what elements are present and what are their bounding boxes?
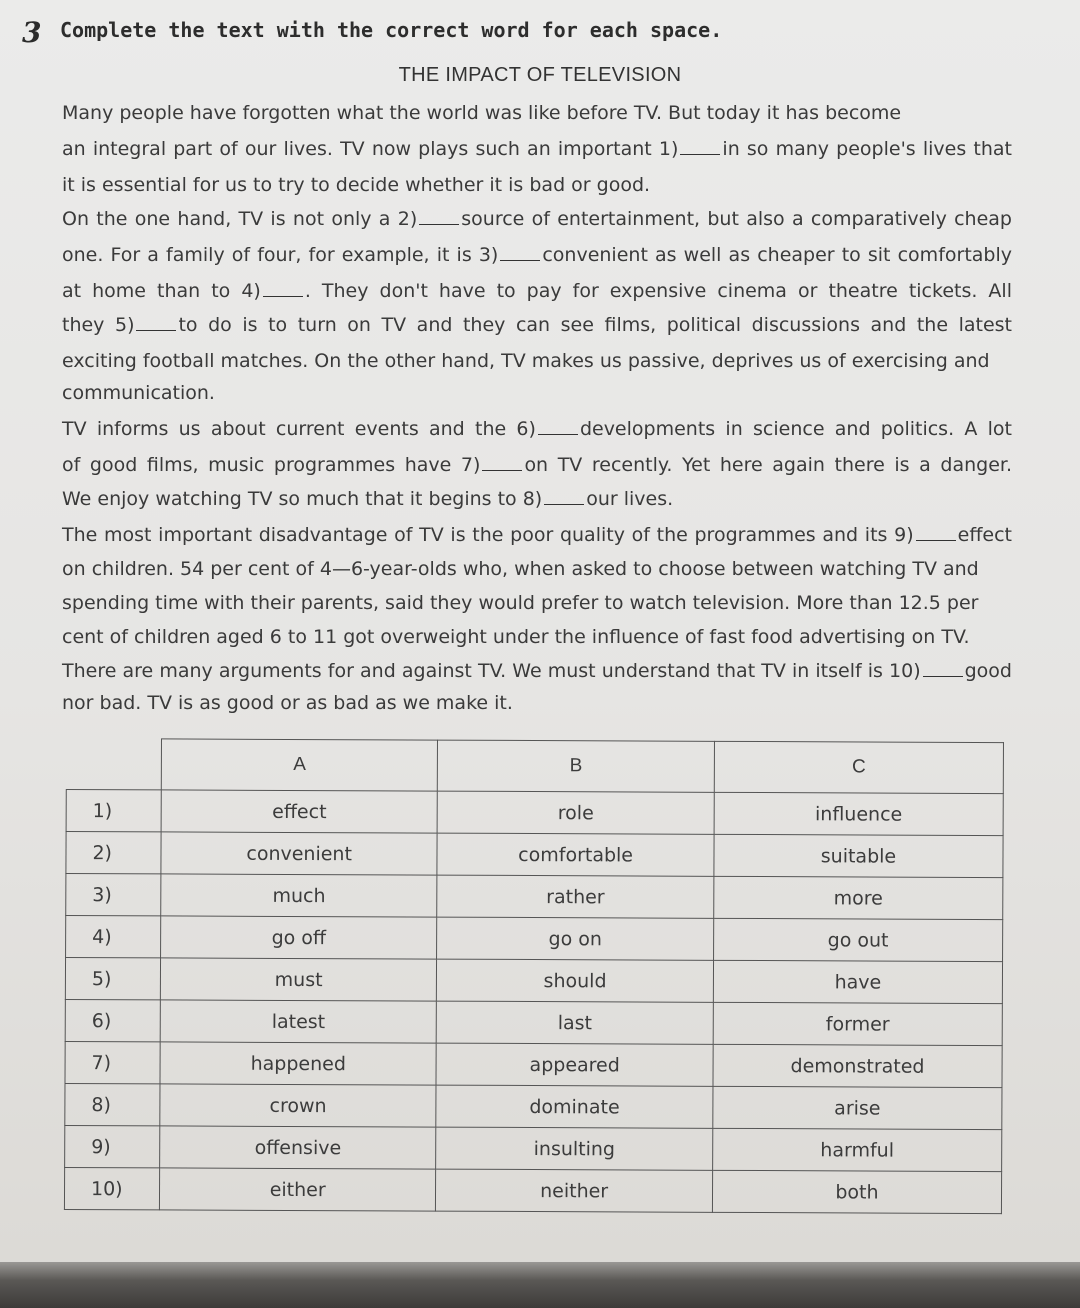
- column-header-a: A: [161, 739, 437, 791]
- option-a-cell: convenient: [161, 832, 437, 875]
- text-segment: We enjoy watching TV so much that it begins to 8): [62, 488, 543, 510]
- option-a-cell: happened: [160, 1042, 436, 1085]
- text-title: THE IMPACT OF TELEVISION: [398, 64, 682, 86]
- row-number-cell: 7): [65, 1041, 160, 1083]
- option-c-cell: both: [712, 1170, 1001, 1213]
- text-segment: convenient as well as cheaper to sit comfortably: [542, 244, 1012, 266]
- answer-options-table: [64, 738, 1004, 1214]
- answer-blank: [263, 282, 303, 297]
- option-b-cell: role: [437, 791, 714, 834]
- option-a-cell: effect: [161, 790, 437, 833]
- row-number-cell: 10): [64, 1167, 159, 1209]
- option-c-cell: demonstrated: [713, 1044, 1002, 1087]
- option-b-cell: neither: [436, 1169, 713, 1212]
- option-a-cell: must: [160, 958, 436, 1001]
- option-c-cell: arise: [713, 1086, 1002, 1129]
- row-number-cell: 4): [66, 916, 161, 958]
- column-header-b: B: [438, 740, 715, 792]
- answer-blank: [923, 662, 963, 677]
- row-number-cell: 1): [66, 790, 161, 832]
- option-b-cell: last: [436, 1001, 713, 1044]
- text-segment: at home than to 4): [62, 280, 261, 302]
- text-segment: On the one hand, TV is not only a 2): [62, 208, 418, 230]
- text-line: [62, 278, 1012, 304]
- table-row: [66, 874, 1003, 920]
- text-segment: they 5): [62, 314, 135, 336]
- text-line: [62, 348, 1012, 374]
- text-line: [62, 690, 1012, 716]
- text-line: [62, 556, 1012, 582]
- option-a-cell: much: [161, 874, 437, 917]
- table-body: [64, 790, 1003, 1214]
- text-line: [62, 452, 1012, 478]
- option-b-cell: insulting: [436, 1127, 713, 1170]
- task-number: 3: [22, 16, 42, 49]
- table-row: [65, 999, 1002, 1045]
- row-number-cell: 3): [66, 874, 161, 916]
- option-b-cell: appeared: [436, 1043, 713, 1086]
- page-bottom-edge: [0, 1262, 1080, 1308]
- text-segment: effect: [957, 524, 1012, 546]
- answer-blank: [136, 316, 176, 331]
- table-header-row: [66, 739, 1003, 794]
- option-c-cell: harmful: [713, 1128, 1002, 1171]
- option-b-cell: rather: [437, 875, 714, 918]
- answer-blank: [544, 490, 584, 505]
- option-c-cell: more: [714, 876, 1003, 919]
- text-segment: of good films, music programmes have 7): [62, 454, 481, 476]
- text-segment: our lives.: [586, 488, 674, 510]
- text-segment: an integral part of our lives. TV now plays such an important 1): [62, 138, 679, 160]
- text-segment: on TV recently. Yet here again there is a danger.: [524, 454, 1012, 476]
- row-number-cell: 2): [66, 832, 161, 874]
- text-segment: cent of children aged 6 to 11 got overweight under the influence of fast food advertising on TV.: [62, 626, 970, 648]
- option-c-cell: former: [713, 1002, 1002, 1045]
- text-segment: on children. 54 per cent of 4—6-year-olds who, when asked to choose between watching TV and: [62, 558, 979, 580]
- text-segment: The most important disadvantage of TV is the poor quality of the programmes and its 9): [62, 524, 914, 546]
- row-number-cell: 9): [65, 1125, 160, 1167]
- text-line: [62, 312, 1012, 338]
- answer-blank: [916, 526, 956, 541]
- table-row: [65, 1125, 1002, 1171]
- text-segment: good: [964, 660, 1012, 682]
- text-line: [62, 242, 1012, 268]
- text-segment: exciting football matches. On the other hand, TV makes us passive, deprives us of exercising and: [62, 350, 990, 372]
- text-line: [62, 658, 1012, 684]
- text-line: [62, 172, 1012, 198]
- text-line: [62, 416, 1012, 442]
- option-a-cell: crown: [160, 1084, 436, 1127]
- row-number-cell: 6): [65, 999, 160, 1041]
- answer-blank: [419, 210, 459, 225]
- option-a-cell: go off: [161, 916, 437, 959]
- answer-blank: [680, 140, 720, 155]
- option-b-cell: comfortable: [437, 833, 714, 876]
- answer-blank: [500, 246, 540, 261]
- text-segment: it is essential for us to try to decide whether it is bad or good.: [62, 174, 651, 196]
- column-header-c: C: [714, 741, 1003, 793]
- table-corner-cell: [66, 739, 161, 790]
- option-b-cell: should: [437, 959, 714, 1002]
- answer-blank: [482, 456, 522, 471]
- option-a-cell: latest: [160, 1000, 436, 1043]
- option-c-cell: have: [713, 960, 1002, 1003]
- task-instruction: Complete the text with the correct word for each space.: [60, 18, 723, 42]
- option-a-cell: either: [160, 1168, 436, 1211]
- table-row: [66, 916, 1003, 962]
- text-segment: nor bad. TV is as good or as bad as we make it.: [62, 692, 513, 714]
- table-row: [65, 1083, 1002, 1129]
- text-line: [62, 380, 1012, 406]
- answer-blank: [538, 420, 578, 435]
- text-segment: source of entertainment, but also a comparatively cheap: [461, 208, 1012, 230]
- table-row: [65, 1041, 1002, 1087]
- text-line: [62, 206, 1012, 232]
- text-segment: TV informs us about current events and the 6): [62, 418, 536, 440]
- row-number-cell: 5): [65, 958, 160, 1000]
- text-segment: to do is to turn on TV and they can see films, political discussions and the latest: [178, 314, 1012, 336]
- table-row: [66, 790, 1003, 836]
- option-a-cell: offensive: [160, 1126, 436, 1169]
- text-segment: . They don't have to pay for expensive cinema or theatre tickets. All: [304, 280, 1012, 302]
- table-row: [64, 1167, 1001, 1213]
- option-c-cell: influence: [714, 792, 1003, 835]
- text-line: [62, 136, 1012, 162]
- option-c-cell: suitable: [714, 834, 1003, 877]
- table-row: [65, 958, 1002, 1004]
- text-segment: Many people have forgotten what the world was like before TV. But today it has become: [62, 102, 902, 124]
- text-segment: communication.: [62, 382, 215, 404]
- option-b-cell: go on: [437, 917, 714, 960]
- text-segment: one. For a family of four, for example, it is 3): [62, 244, 499, 266]
- text-segment: spending time with their parents, said they would prefer to watch television. More than 12.5 per: [62, 592, 979, 614]
- table-row: [66, 832, 1003, 878]
- row-number-cell: 8): [65, 1083, 160, 1125]
- option-b-cell: dominate: [436, 1085, 713, 1128]
- text-line: [62, 624, 1012, 650]
- text-line: [62, 486, 1012, 512]
- text-segment: There are many arguments for and against TV. We must understand that TV in itself is 10): [62, 660, 921, 682]
- text-segment: in so many people's lives that: [722, 138, 1012, 160]
- text-line: [62, 590, 1012, 616]
- text-line: [62, 522, 1012, 548]
- text-segment: developments in science and politics. A lot: [579, 418, 1012, 440]
- text-line: [62, 100, 1012, 126]
- option-c-cell: go out: [713, 918, 1002, 961]
